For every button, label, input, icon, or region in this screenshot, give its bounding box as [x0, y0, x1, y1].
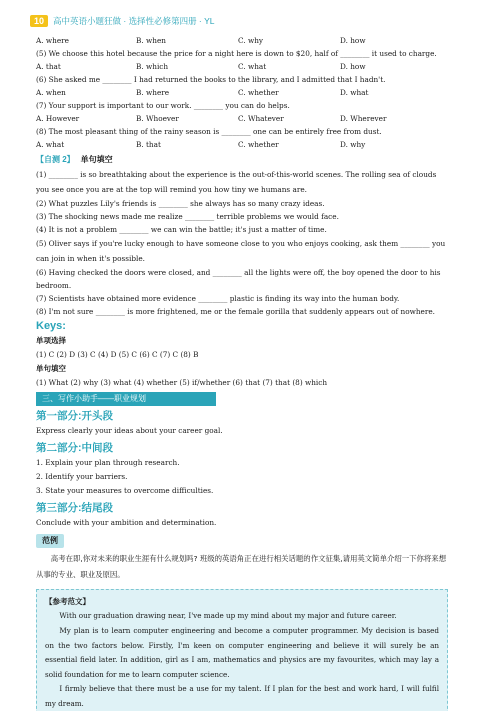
fill-question: (6) Having checked the doors were closed, and ________ all the lights were off, the boy opened the door to his bedroom. — [36, 268, 441, 290]
option-b: B. Whoever — [136, 113, 179, 123]
fill-question: (7) Scientists have obtained more evidence ________ plastic is finding its way into the human body. — [36, 294, 400, 303]
option-a: A. what — [36, 139, 65, 149]
fill-answers: (1) What (2) why (3) what (4) whether (5) if/whether (6) that (7) that (8) which — [36, 378, 328, 387]
part2-item: 3. State your measures to overcome difficulties. — [36, 486, 214, 495]
fill-question: (1) ________ is so breathtaking about the experience is the out-of-this-world scenes. The rolling sea of clouds you see once you are at the top will remind you how tiny we humans are. — [36, 170, 437, 194]
options-row — [36, 112, 448, 125]
option-c: C. what — [238, 61, 267, 71]
options-row — [36, 138, 448, 151]
part1-text: Express clearly your ideas about your career goal. — [36, 426, 223, 435]
reference-essay-box — [36, 589, 448, 711]
reference-title: 【参考范文】 — [45, 597, 90, 607]
part2-title: 第二部分:中间段 — [36, 442, 113, 454]
section-heading — [36, 153, 448, 167]
part1-title: 第一部分:开头段 — [36, 410, 113, 422]
option-c: C. why — [238, 35, 264, 45]
option-b: B. that — [136, 139, 161, 149]
fill-question: (3) The shocking news made me realize ________ terrible problems we would face. — [36, 212, 339, 221]
option-a: A. However — [36, 113, 80, 123]
options-row — [36, 34, 448, 47]
option-c: C. Whatever — [238, 113, 284, 123]
option-a: A. when — [36, 87, 66, 97]
example-tag: 范例 — [36, 534, 64, 548]
keys-heading: Keys: — [36, 320, 66, 332]
reference-paragraph: I firmly believe that there must be a use for my talent. If I plan for the best and work hard, I will fulfil my dream. — [45, 684, 439, 708]
part3-text: Conclude with your ambition and determination. — [36, 518, 217, 527]
option-d: D. Wherever — [340, 113, 387, 123]
part2-item: 1. Explain your plan through research. — [36, 458, 180, 467]
page-content — [36, 34, 448, 711]
option-c: C. whether — [238, 87, 279, 97]
fill-answers-label: 单句填空 — [36, 364, 66, 373]
fill-question: (8) I'm not sure ________ is more frightened, me or the female gorilla that suddenly appears out of nowhere. — [36, 307, 435, 316]
fill-question: (4) It is not a problem ________ we can win the battle; it's just a matter of time. — [36, 225, 327, 234]
mcq-question: (7) Your support is important to our work. ________ you can do helps. — [36, 101, 290, 110]
section-name: 单句填空 — [80, 154, 113, 164]
fill-question: (5) Oliver says if you're lucky enough to have someone close to you who enjoys cooking, ask them ________ you can join in when it's possible. — [36, 239, 446, 263]
reference-paragraph: My plan is to learn computer engineering and become a computer programmer. My decision is based on the two factors below. Firstly, I'm keen on computer engineering and believe it will surely be an essential field later. In addition, girl as I am, mathematics and physics are my favourites, which may lay a solid foundation for me to learn computer science. — [45, 625, 439, 679]
writing-prompt: 高考在即,你对未来的职业生涯有什么规划吗? 班级的英语角正在进行相关话题的作文征集,请用英文简单介绍一下你将来想从事的专业、职业及原因。 — [36, 554, 447, 580]
part2-item: 2. Identify your barriers. — [36, 472, 128, 481]
option-d: D. how — [340, 61, 366, 71]
page-header — [30, 14, 450, 28]
option-b: B. where — [136, 87, 170, 97]
option-d: D. how — [340, 35, 366, 45]
section-tag: 【自测 2】 — [36, 154, 75, 164]
mcq-question: (6) She asked me ________ I had returned the books to the library, and I admitted that I hadn't. — [36, 75, 386, 84]
option-a: A. where — [36, 35, 69, 45]
page-number: 10 — [30, 15, 48, 27]
book-title: 高中英语小题狂做 · 选择性必修第四册 · YL — [53, 16, 215, 26]
option-a: A. that — [36, 61, 61, 71]
mcq-question: (5) We choose this hotel because the price for a night here is down to $20, half of ________ it used to charge. — [36, 49, 437, 58]
mcq-answers-label: 单项选择 — [36, 336, 66, 345]
reference-paragraph: With our graduation drawing near, I've made up my mind about my major and future career. — [59, 611, 397, 621]
options-row — [36, 60, 448, 73]
option-c: C. whether — [238, 139, 279, 149]
option-b: B. when — [136, 35, 166, 45]
part3-title: 第三部分:结尾段 — [36, 502, 113, 514]
writing-banner — [36, 392, 448, 406]
options-row — [36, 86, 448, 99]
option-d: D. why — [340, 139, 366, 149]
fill-question: (2) What puzzles Lily's friends is ________ she always has so many crazy ideas. — [36, 199, 325, 208]
mcq-answers: (1) C (2) D (3) C (4) D (5) C (6) C (7) C (8) B — [36, 350, 199, 359]
mcq-question: (8) The most pleasant thing of the rainy season is ________ one can be entirely free from dust. — [36, 127, 382, 136]
writing-banner-text: 三、写作小助手——职业规划 — [36, 392, 216, 406]
option-b: B. which — [136, 61, 169, 71]
option-d: D. what — [340, 87, 369, 97]
